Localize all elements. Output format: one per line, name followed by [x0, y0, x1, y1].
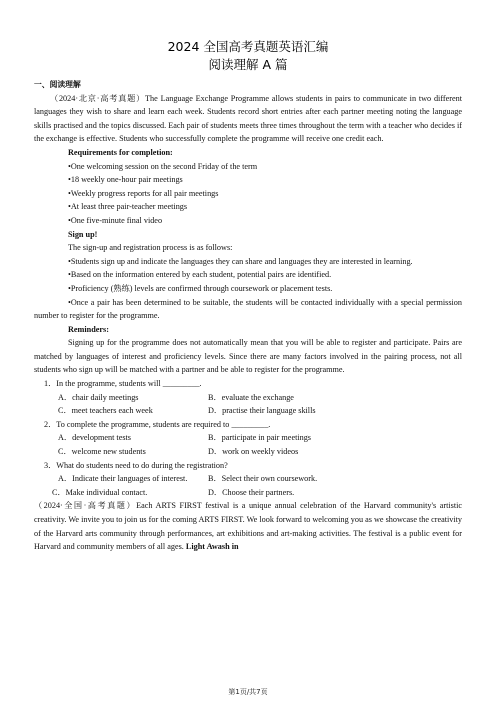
requirement-item: •Weekly progress reports for all pair meetings: [68, 188, 219, 198]
requirements-heading: Requirements for completion:: [68, 147, 173, 157]
option-c: C．Make individual contact.: [52, 487, 148, 497]
document-title: 2024 全国高考真题英语汇编: [167, 39, 329, 54]
signup-intro: The sign-up and registration process is as follows:: [68, 243, 233, 253]
option-d: D．Choose their partners.: [208, 487, 295, 497]
requirement-item: •One five-minute final video: [68, 215, 163, 225]
option-b: B．Select their own coursework.: [208, 474, 318, 484]
requirement-item: •18 weekly one-hour pair meetings: [68, 175, 183, 185]
requirement-item: •One welcoming session on the second Friday of the term: [68, 161, 258, 171]
question-stem: 1．In the programme, students will _________.: [44, 379, 202, 389]
options-row: [34, 445, 462, 459]
signup-item: •Based on the information entered by each student, potential pairs are identified.: [68, 270, 332, 280]
signup-item: •Students sign up and indicate the languages they can share and languages they are interested in learning.: [68, 256, 413, 266]
question-stem: 3．What do students need to do during the registration?: [44, 460, 228, 470]
requirement-item: •At least three pair-teacher meetings: [68, 202, 188, 212]
section-heading: 一、阅读理解: [34, 80, 81, 89]
option-b: B．evaluate the exchange: [208, 392, 294, 402]
passage1-intro: （2024·北京·高考真题）The Language Exchange Programme allows students in pairs to communicate in two different languages they wish to share and learn each week. Students record short entries after each partner meeting noting the language skills practised and the topics discussed. Each pair of students meets three times throughout the term with a teacher who decides if the exchange is effective. Students who successfully complete the programme will receive one credit each.: [34, 93, 462, 144]
reminders-heading: Reminders:: [68, 324, 109, 334]
signup-heading: Sign up!: [68, 229, 98, 239]
option-c: C．welcome new students: [58, 447, 146, 457]
document-body: [34, 78, 462, 554]
options-row: [34, 431, 462, 445]
question-stem: 2．To complete the programme, students are required to _________.: [44, 419, 271, 429]
options-row: [34, 404, 462, 418]
options-row: [34, 391, 462, 405]
passage2-bold-tail: Light Awash in: [185, 542, 239, 552]
option-a: A．chair daily meetings: [58, 392, 139, 402]
signup-item: •Once a pair has been determined to be suitable, the students will be contacted individually with a special permission number to register for the programme.: [34, 297, 462, 321]
passage2-intro: [34, 499, 462, 553]
document-subtitle: 阅读理解 A 篇: [208, 57, 288, 72]
option-a: A．development tests: [58, 433, 131, 443]
page-number: 第1页/共7页: [228, 688, 268, 696]
options-row: [34, 486, 462, 500]
option-d: D．work on weekly videos: [208, 447, 299, 457]
option-d: D．practise their language skills: [208, 406, 316, 416]
option-b: B．participate in pair meetings: [208, 433, 311, 443]
passage2-text: （2024·全国·高考真题）Each ARTS FIRST festival is a unique annual celebration of the Harvard community's artistic creativity. We invite you to join us for the coming ARTS FIRST. We look forward to welcoming you as we showcase the creativity of the Harvard arts community through performances, art exhibitions and art-making activities. The festival is a public event for Harvard and community members of all ages.: [34, 501, 462, 552]
reminders-text: Signing up for the programme does not automatically mean that you will be able to register and participate. Pairs are matched by languages of interest and proficiency levels. Since there are many factors involved in the pairing process, not all students who sign up will be matched with a partner and be able to register for the programme.: [34, 338, 462, 375]
option-c: C．meet teachers each week: [58, 406, 153, 416]
options-row: [34, 472, 462, 486]
signup-item: •Proficiency (熟练) levels are confirmed through coursework or placement tests.: [68, 283, 333, 293]
option-a: A．Indicate their languages of interest.: [58, 474, 188, 484]
